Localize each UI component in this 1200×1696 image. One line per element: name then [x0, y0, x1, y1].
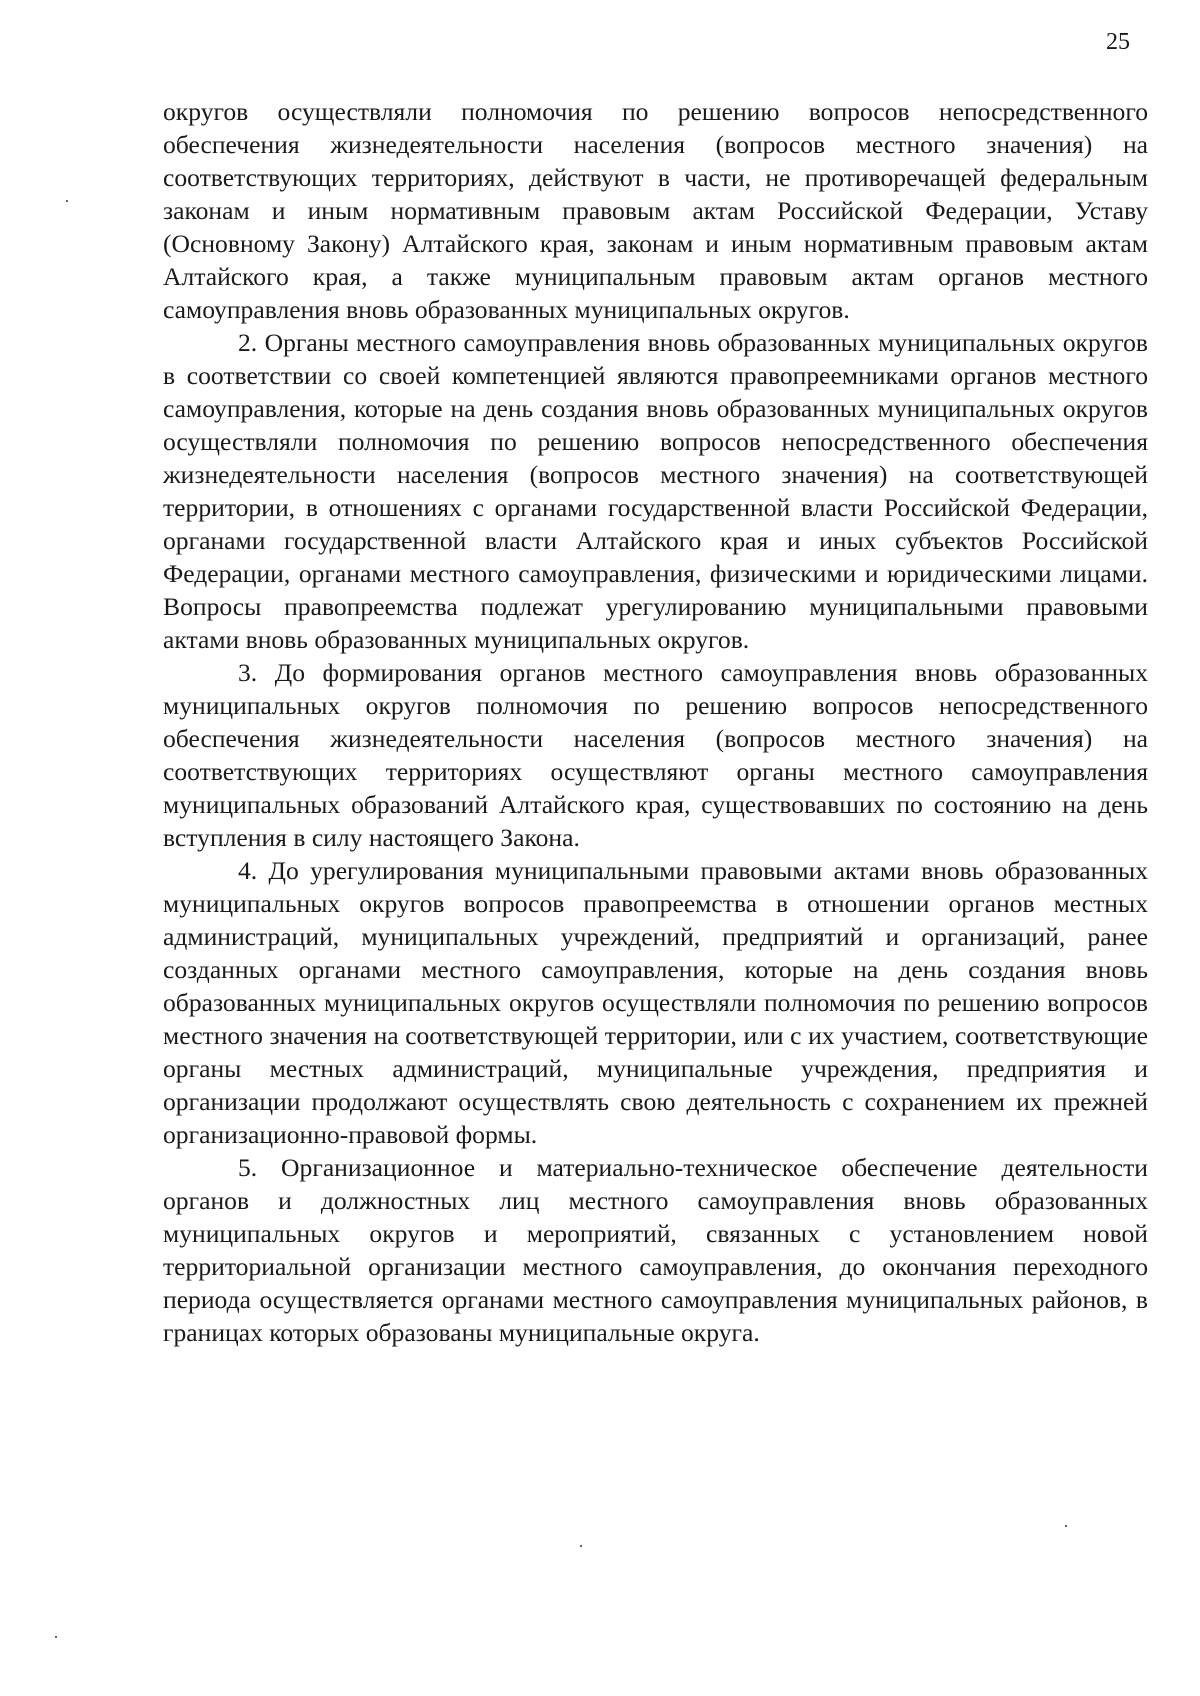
scan-speck	[1065, 1525, 1067, 1527]
paragraph-item-3: 3. До формирования органов местного самоуправления вновь образованных муниципальных округов полномочия по решению вопросов непосредственного обеспечения жизнедеятельности населения (вопросов местного значения) на соответствующих территориях осуществляют органы местного самоуправления муниципальных образований Алтайского края, существовавших по состоянию на день вступления в силу настоящего Закона.	[163, 658, 1148, 852]
paragraph-continuation: округов осуществляли полномочия по решению вопросов непосредственного обеспечения жизнедеятельности населения (вопросов местного значения) на соответствующих территориях, действуют в части, не противоречащей федеральным законам и иным нормативным правовым актам Российской Федерации, Уставу (Основному Закону) Алтайского края, законам и иным нормативным правовым актам Алтайского края, а также муниципальным правовым актам органов местного самоуправления вновь образованных муниципальных округов.	[163, 97, 1148, 324]
scan-speck	[55, 1636, 57, 1638]
page-number: 25	[1106, 29, 1130, 55]
scan-speck	[580, 1545, 582, 1547]
document-body	[163, 95, 1148, 1349]
paragraph-item-2: 2. Органы местного самоуправления вновь образованных муниципальных округов в соответствии со своей компетенцией являются правопреемниками органов местного самоуправления, которые на день создания вновь образованных муниципальных округов осуществляли полномочия по решению вопросов непосредственного обеспечения жизнедеятельности населения (вопросов местного значения) на соответствующей территории, в отношениях с органами государственной власти Российской Федерации, органами государственной власти Алтайского края и иных субъектов Российской Федерации, органами местного самоуправления, физическими и юридическими лицами. Вопросы правопреемства подлежат урегулированию муниципальными правовыми актами вновь образованных муниципальных округов.	[163, 328, 1148, 654]
scan-speck	[66, 200, 68, 202]
paragraph-item-5: 5. Организационное и материально-техническое обеспечение деятельности органов и должностных лиц местного самоуправления вновь образованных муниципальных округов и мероприятий, связанных с установлением новой территориальной организации местного самоуправления, до окончания переходного периода осуществляется органами местного самоуправления муниципальных районов, в границах которых образованы муниципальные округа.	[163, 1153, 1148, 1347]
paragraph-item-4: 4. До урегулирования муниципальными правовыми актами вновь образованных муниципальных округов вопросов правопреемства в отношении органов местных администраций, муниципальных учреждений, предприятий и организаций, ранее созданных органами местного самоуправления, которые на день создания вновь образованных муниципальных округов осуществляли полномочия по решению вопросов местного значения на соответствующей территории, или с их участием, соответствующие органы местных администраций, муниципальные учреждения, предприятия и организации продолжают осуществлять свою деятельность с сохранением их прежней организационно-правовой формы.	[163, 856, 1148, 1149]
